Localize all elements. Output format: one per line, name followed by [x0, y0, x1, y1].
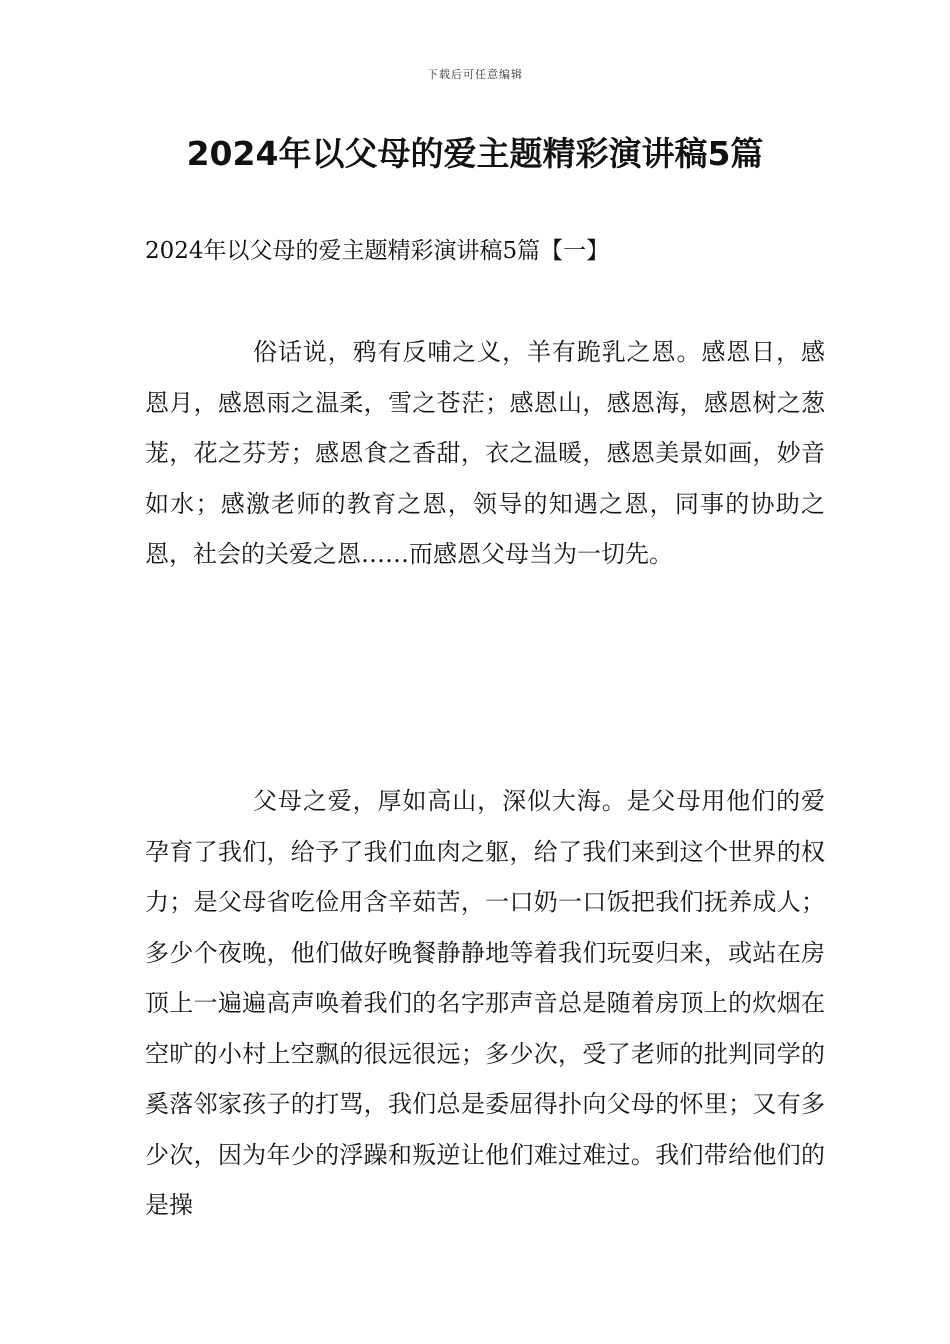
paragraph-2: 父母之爱，厚如高山，深似大海。是父母用他们的爱孕育了我们，给予了我们血肉之躯，给了我们来到这个世界的权力；是父母省吃俭用含辛茹苦，一口奶一口饭把我们抚养成人；多少个夜晚，他们做好晚餐静静地等着我们玩耍归来，或站在房顶上一遍遍高声唤着我们的名字那声音总是随着房顶上的炊烟在空旷的小村上空飘的很远很远；多少次，受了老师的批判同学的奚落邻家孩子的打骂，我们总是委屈得扑向父母的怀里；又有多少次，因为年少的浮躁和叛逆让他们难过难过。我们带给他们的是操 — [145, 787, 825, 1219]
section-heading: 2024年以父母的爱主题精彩演讲稿5篇【一】 — [145, 238, 610, 264]
paragraph-1: 俗话说，鸦有反哺之义，羊有跪乳之恩。感恩日，感恩月，感恩雨之温柔，雪之苍茫；感恩山，感恩海，感恩树之葱茏，花之芬芳；感恩食之香甜，衣之温暖，感恩美景如画，妙音如水；感激老师的教育之恩，领导的知遇之恩，同事的协助之恩，社会的关爱之恩……而感恩父母当为一切先。 — [145, 338, 825, 568]
header-note: 下载后可任意编辑 — [427, 68, 523, 81]
document-title: 2024年以父母的爱主题精彩演讲稿5篇 — [186, 134, 764, 173]
